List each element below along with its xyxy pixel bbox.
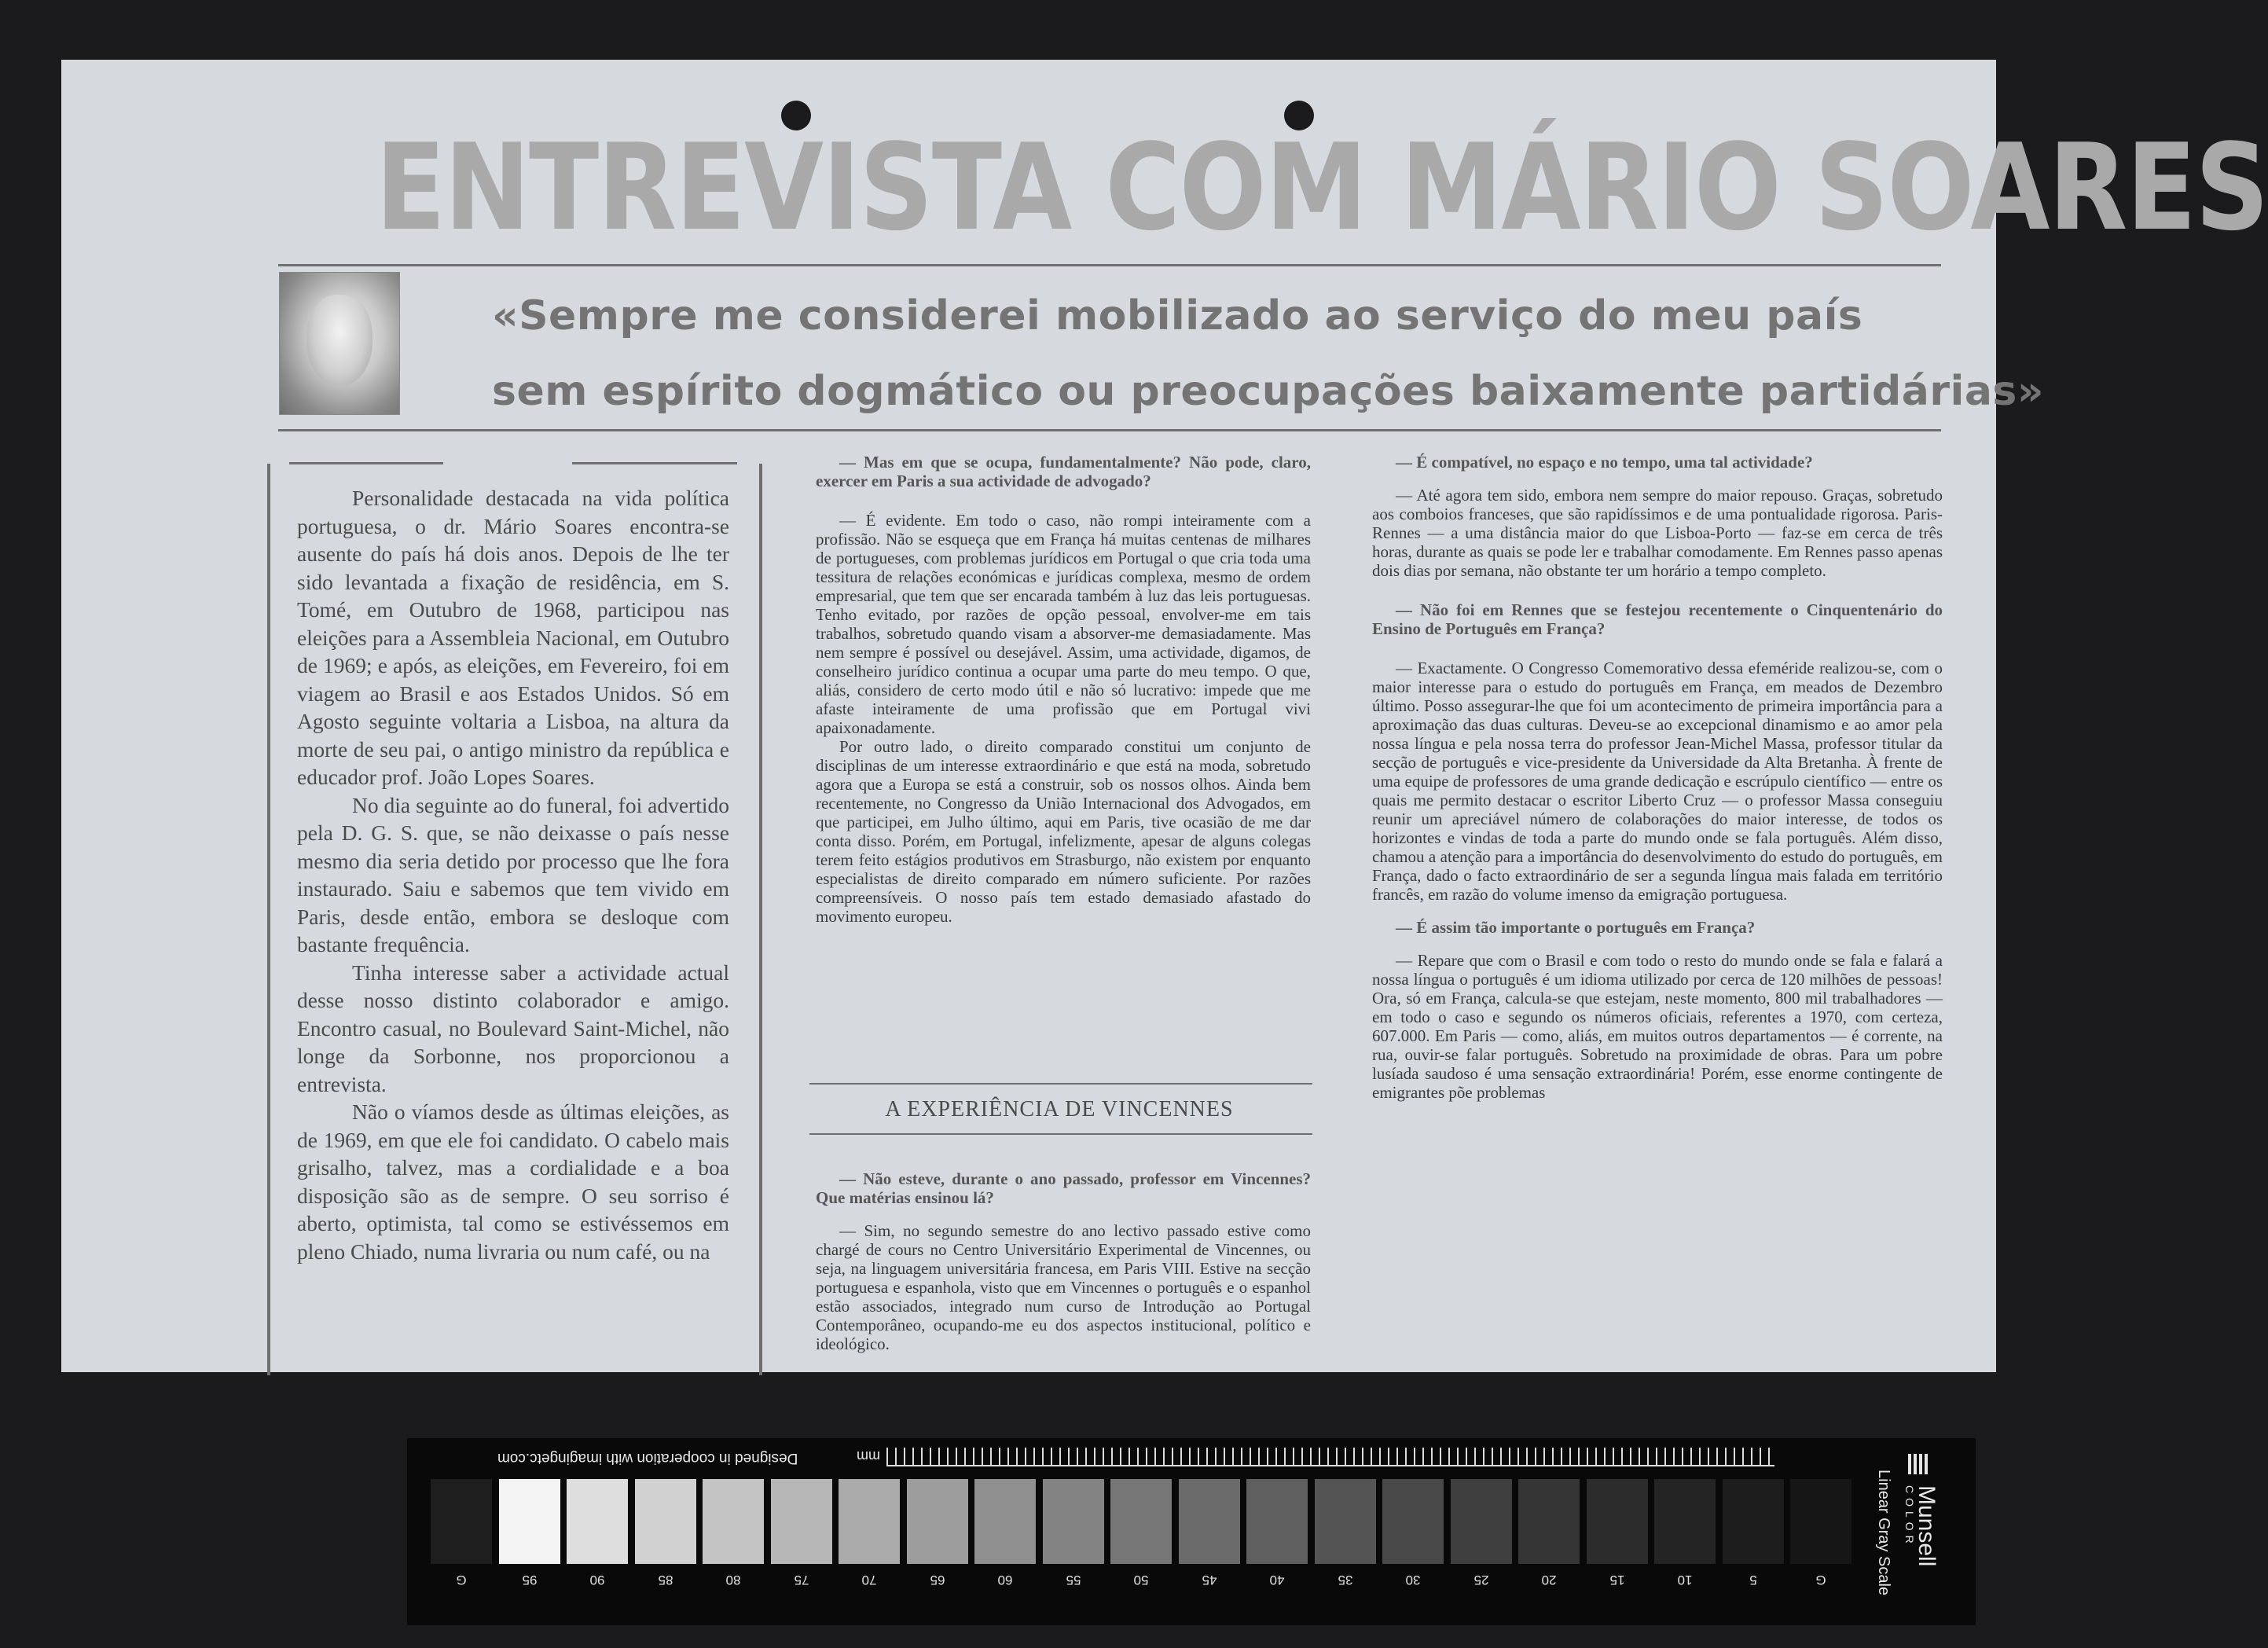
box-top-rule [289, 462, 443, 464]
brand-sub: COLOR [1903, 1485, 1916, 1548]
section-rule [809, 1133, 1312, 1135]
gray-swatch-label: 45 [1202, 1573, 1217, 1587]
question: — Mas em que se ocupa, fundamentalmente? Não pode, claro, exercer em Paris a sua actividade de advogado? [816, 453, 1311, 490]
interview-column-3 [1372, 453, 1943, 1102]
answer: Por outro lado, o direito comparado constitui um conjunto de disciplinas de um interesse extraordinário e que está na moda, sobretudo agora que a Europa se está a construir, sob os nossos olhos. Ainda bem recentemente, no Congresso da União Internacional dos Advogados, em que participei, em Julho último, aqui em Paris, tive ocasião de me dar conta disso. Porém, em Portugal, infelizmente, apesar de alguns colegas terem feito estágios produtivos em Strasburgo, não existem por enquanto especialistas de direito comparado em número suficiente. Por razões compreensíveis. O nosso país tem estado demasiado afastado do movimento europeu. [816, 737, 1311, 926]
gray-swatch [1723, 1479, 1784, 1564]
box-top-rule [572, 462, 737, 464]
gray-swatch-label: 75 [794, 1573, 809, 1587]
gray-swatch [974, 1479, 1036, 1564]
gray-swatch [635, 1479, 696, 1564]
answer: — É evidente. Em todo o caso, não rompi inteiramente com a profissão. Não se esqueça que em França há muitas centenas de milhares de portugueses, com problemas jurídicos em Portugal o que cria toda uma tessitura de relações económicas e jurídicas complexa, mesmo de ordem empresarial, que tem que ser encarada também à luz das leis portuguesas. Tenho evitado, por razões de opção pessoal, envolver-me em tais trabalhos, sobretudo quando visam a absorver-me demasiadamente. Mas nem sempre é possível ou desejável. Assim, uma actividade, digamos, de conselheiro jurídico continua a ocupar uma parte do meu tempo. O que, aliás, considero de certo modo útil e não só lucrativo: impede que me afaste inteiramente de uma profissão que em Portugal vivi apaixonadamente. [816, 511, 1311, 737]
section-rule [809, 1083, 1312, 1085]
gray-swatch [703, 1479, 764, 1564]
section-title: A EXPERIÊNCIA DE VINCENNES [885, 1097, 1234, 1121]
gray-swatch [839, 1479, 900, 1564]
mm-ruler [886, 1448, 1774, 1466]
gray-swatch-label: 50 [1133, 1573, 1149, 1587]
gray-swatch [1451, 1479, 1512, 1564]
gray-swatch-label: 20 [1541, 1573, 1557, 1587]
card-credit: Designed in cooperation with imagingetc.com [497, 1450, 798, 1466]
gray-swatch-label: 85 [658, 1573, 673, 1587]
portrait-photo [279, 272, 400, 415]
gray-swatch-label: 35 [1338, 1573, 1352, 1587]
gray-swatch [1587, 1479, 1648, 1564]
gray-swatch [1246, 1479, 1308, 1564]
gray-swatch-label: 65 [930, 1573, 945, 1587]
gray-swatch-label: 40 [1269, 1573, 1285, 1587]
box-left-rule [267, 464, 270, 1375]
gray-swatch [499, 1479, 560, 1564]
gray-swatch-label: 90 [589, 1573, 605, 1587]
gray-swatch-label: G [456, 1573, 467, 1587]
gray-swatch-label: 70 [861, 1573, 877, 1587]
answer: — Exactamente. O Congresso Comemorativo dessa efeméride realizou-se, com o maior interesse para o estudo do português em França, em meados de Dezembro último. Posso assegurar-lhe que foi um acontecimento de primeira importância para a aproximação das duas culturas. Deveu-se ao excepcional dinamismo e ao amor pela nossa língua e pela nossa terra do professor Jean-Michel Massa, professor titular da secção de português e vice-presidente da Universidade da Alta Bretanha. À frente de uma equipe de professores de uma grande dedicação e escrúpulo científico — entre os quais me permito destacar o escritor Liberto Cruz — o professor Massa conseguiu reunir um apreciável número de colaborações do maior interesse, de todos os horizontes e vindas de toda a parte do mundo onde se fala português. Além disso, chamou a atenção para a importância do desenvolvimento do estudo do português, em França, dado o facto extraordinário de ser a segunda língua mais falada em território francês, em razão do volume imenso da emigração portuguesa. [1372, 659, 1943, 904]
gray-swatch-label: 15 [1609, 1573, 1624, 1587]
gray-swatch-label: G [1815, 1573, 1826, 1587]
gray-scale-calibration-card [407, 1438, 1976, 1625]
question: — É assim tão importante o português em França? [1396, 918, 1756, 937]
gray-swatch-label: 60 [997, 1573, 1013, 1587]
gray-swatch [1790, 1479, 1851, 1564]
gray-swatch [1315, 1479, 1376, 1564]
gray-swatch-label: 10 [1677, 1573, 1693, 1587]
gray-swatch [1382, 1479, 1444, 1564]
gray-swatch [567, 1479, 628, 1564]
gray-swatch [1518, 1479, 1580, 1564]
headline: ENTREVISTA COM MÁRIO SOARES [375, 118, 2268, 257]
newspaper-clipping [61, 60, 2268, 1372]
scale-name: Linear Gray Scale [1875, 1470, 1892, 1596]
answer: — Repare que com o Brasil e com todo o resto do mundo onde se fala e falará a nossa língua o português é um idioma utilizado por cerca de 120 milhões de pessoas! Ora, só em França, calcula-se que estejam, neste momento, 800 mil trabalhadores — em todo o caso e segundo os números oficiais, referentes a 1970, com certeza, 607.000. Em Paris — como, aliás, em muitos outros departamentos — é corrente, na rua, ouvir-se falar português. Sobretudo na proximidade de obras. Para um pobre lusíada saudoso é uma sensação extraordinária! Porém, esse enorme contingente de emigrantes põe problemas [1372, 951, 1943, 1102]
question: — Não esteve, durante o ano passado, professor em Vincennes? Que matérias ensinou lá? [816, 1169, 1311, 1207]
box-right-rule [759, 464, 762, 1375]
interview-column-2-cont [816, 1169, 1311, 1353]
question: — Não foi em Rennes que se festejou recentemente o Cinquentenário do Ensino de Português em França? [1372, 600, 1943, 638]
subheadline: «Sempre me considerei mobilizado ao serviço do meu país sem espírito dogmático ou preocupações baixamente partidárias» [492, 292, 2044, 415]
gray-swatch-label: 55 [1066, 1573, 1081, 1587]
gray-swatch-label: 5 [1749, 1573, 1757, 1587]
gray-swatch [1043, 1479, 1104, 1564]
gray-swatch [431, 1479, 492, 1564]
gray-swatch [771, 1479, 832, 1564]
ruler-unit: mm [857, 1448, 880, 1464]
top-rule [278, 264, 1941, 266]
intro-column: Personalidade destacada na vida política portuguesa, o dr. Mário Soares encontra-se ausente do país há dois anos. Depois de lhe ter sido levantada a fixação de residência, em S. Tomé, em Outubro de 1968, participou nas eleições para a Assembleia Nacional, em Outubro de 1969; e após, as eleições, em Fevereiro, foi em viagem ao Brasil e aos Estados Unidos. Só em Agosto seguinte voltaria a Lisboa, na altura da morte de seu pai, o antigo ministro da república e educador prof. João Lopes Soares. No dia seguinte ao do funeral, foi advertido pela D. G. S. que, se não deixasse o país nesse mesmo dia seria detido por processo que lhe fora instaurado. Saiu e sabemos que tem vivido em Paris, desde então, embora se desloque com bastante frequência. Tinha interesse saber a actividade actual desse nosso distinto colaborador e amigo. Encontro casual, no Boulevard Saint-Michel, não longe da Sorbonne, nos proporcionou a entrevista. Não o víamos desde as últimas eleições, as de 1969, em que ele foi candidato. O cabelo mais grisalho, talvez, mas a cordialidade e a boa disposição são as de sempre. O seu sorriso é aberto, optimista, tal como se estivéssemos em pleno Chiado, numa livraria ou num café, ou na [297, 486, 729, 1264]
gray-swatch [1654, 1479, 1716, 1564]
gray-swatch [907, 1479, 968, 1564]
gray-swatch-label: 80 [725, 1573, 741, 1587]
bottom-rule [278, 429, 1941, 431]
interview-column-2 [816, 453, 1311, 926]
gray-swatch-label: 30 [1405, 1573, 1421, 1587]
munsell-logo-icon [1908, 1454, 1929, 1474]
answer: — Até agora tem sido, embora nem sempre do maior repouso. Graças, sobretudo aos comboios franceses, que são rapidíssimos e de uma pontualidade rigorosa. Paris-Rennes — a uma distância maior do que Lisboa-Porto — faz-se em cerca de três horas, durante as quais se pode ler e trabalhar comodamente. Em Rennes passo apenas dois dias por semana, não obstante ter um horário a tempo completo. [1372, 486, 1943, 580]
gray-swatch-label: 95 [522, 1573, 537, 1587]
gray-swatch [1179, 1479, 1240, 1564]
gray-swatch [1110, 1479, 1172, 1564]
gray-swatch-label: 25 [1473, 1573, 1488, 1587]
answer: — Sim, no segundo semestre do ano lectivo passado estive como chargé de cours no Centro Universitário Experimental de Vincennes, ou seja, na linguagem universitária francesa, em Paris VIII. Estive na secção portuguesa e espanhola, visto que em Vincennes o português e o espanhol estão associados, integrado num curso de Introdução ao Portugal Contemporâneo, ocupando-me eu dos aspectos institucional, político e ideológico. [816, 1221, 1311, 1353]
question: — É compatível, no espaço e no tempo, uma tal actividade? [1396, 453, 1813, 472]
brand-name: Munsell [1914, 1485, 1940, 1567]
